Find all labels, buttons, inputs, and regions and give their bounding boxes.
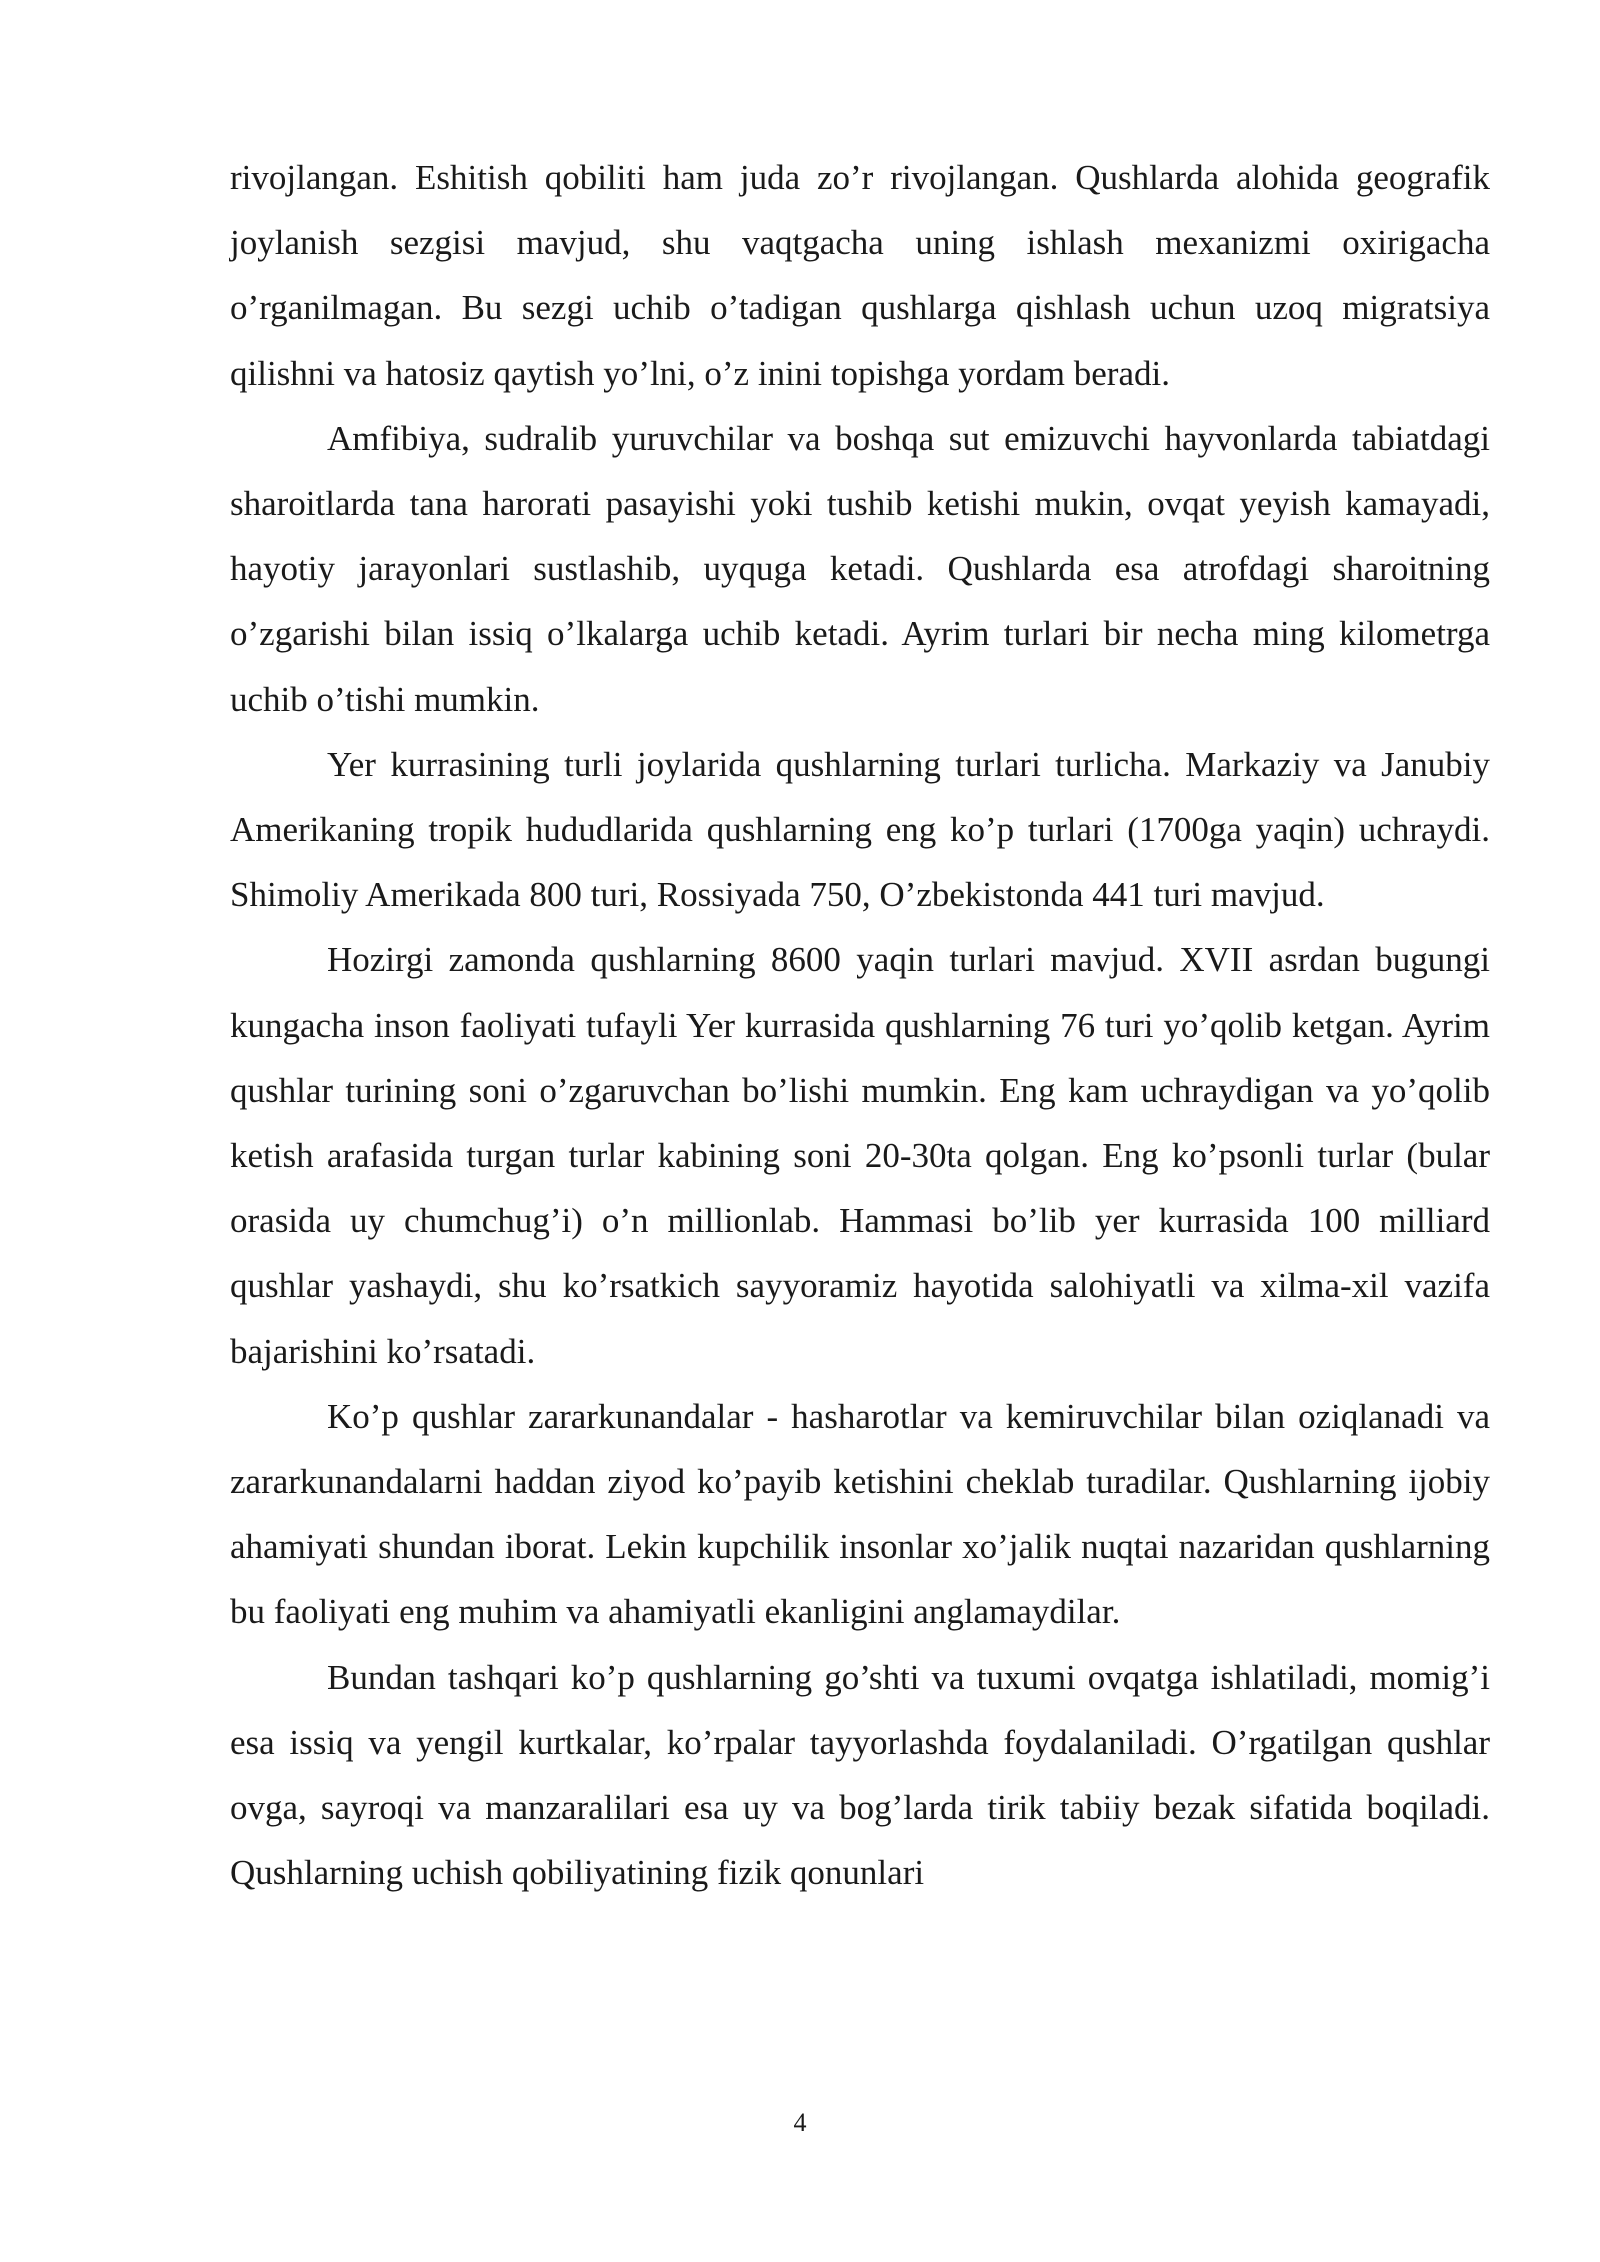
document-body xyxy=(230,145,1490,1905)
paragraph-2: Amfibiya, sudralib yuruvchilar va boshqa sut emizuvchi hayvonlarda tabiatdagi sharoitlarda tana harorati pasayishi yoki tushib ketishi mukin, ovqat yeyish kamayadi, hayotiy jarayonlari sustlashib, uyquga ketadi. Qushlarda esa atrofdagi sharoitning o’zgarishi bilan issiq o’lkalarga uchib ketadi. Ayrim turlari bir necha ming kilometrga uchib o’tishi mumkin. xyxy=(230,418,1490,719)
paragraph-5: Ko’p qushlar zararkunandalar - hasharotlar va kemiruvchilar bilan oziqlanadi va zararkunandalarni haddan ziyod ko’payib ketishini cheklab turadilar. Qushlarning ijobiy ahamiyati shundan iborat. Lekin kupchilik insonlar xo’jalik nuqtai nazaridan qushlarning bu faoliyati eng muhim va ahamiyatli ekanligini anglamaydilar. xyxy=(230,1396,1490,1632)
paragraph-3: Yer kurrasining turli joylarida qushlarning turlari turlicha. Markaziy va Janubiy Amerikaning tropik hududlarida qushlarning eng ko’p turlari (1700ga yaqin) uchraydi. Shimoliy Amerikada 800 turi, Rossiyada 750, O’zbekistonda 441 turi mavjud. xyxy=(230,744,1490,915)
page-number: 4 xyxy=(793,2108,807,2137)
paragraph-6: Bundan tashqari ko’p qushlarning go’shti va tuxumi ovqatga ishlatiladi, momig’i esa issiq va yengil kurtkalar, ko’rpalar tayyorlashda foydalaniladi. O’rgatilgan qushlar ovga, sayroqi va manzaralilari esa uy va bog’larda tirik tabiiy bezak sifatida boqiladi. Qushlarning uchish qobiliyatining fizik qonunlari xyxy=(230,1657,1490,1893)
paragraph-1: rivojlangan. Eshitish qobiliti ham juda zo’r rivojlangan. Qushlarda alohida geografik joylanish sezgisi mavjud, shu vaqtgacha uning ishlash mexanizmi oxirigacha o’rganilmagan. Bu sezgi uchib o’tadigan qushlarga qishlash uchun uzoq migratsiya qilishni va hatosiz qaytish yo’lni, o’z inini topishga yordam beradi. xyxy=(230,158,1490,393)
paragraph-4: Hozirgi zamonda qushlarning 8600 yaqin turlari mavjud. XVII asrdan bugungi kungacha inson faoliyati tufayli Yer kurrasida qushlarning 76 turi yo’qolib ketgan. Ayrim qushlar turining soni o’zgaruvchan bo’lishi mumkin. Eng kam uchraydigan va yo’qolib ketish arafasida turgan turlar kabining soni 20-30ta qolgan. Eng ko’psonli turlar (bular orasida uy chumchug’i) o’n millionlab. Hammasi bo’lib yer kurrasida 100 milliard qushlar yashaydi, shu ko’rsatkich sayyoramiz hayotida salohiyatli va xilma-xil vazifa bajarishini ko’rsatadi. xyxy=(230,940,1490,1371)
